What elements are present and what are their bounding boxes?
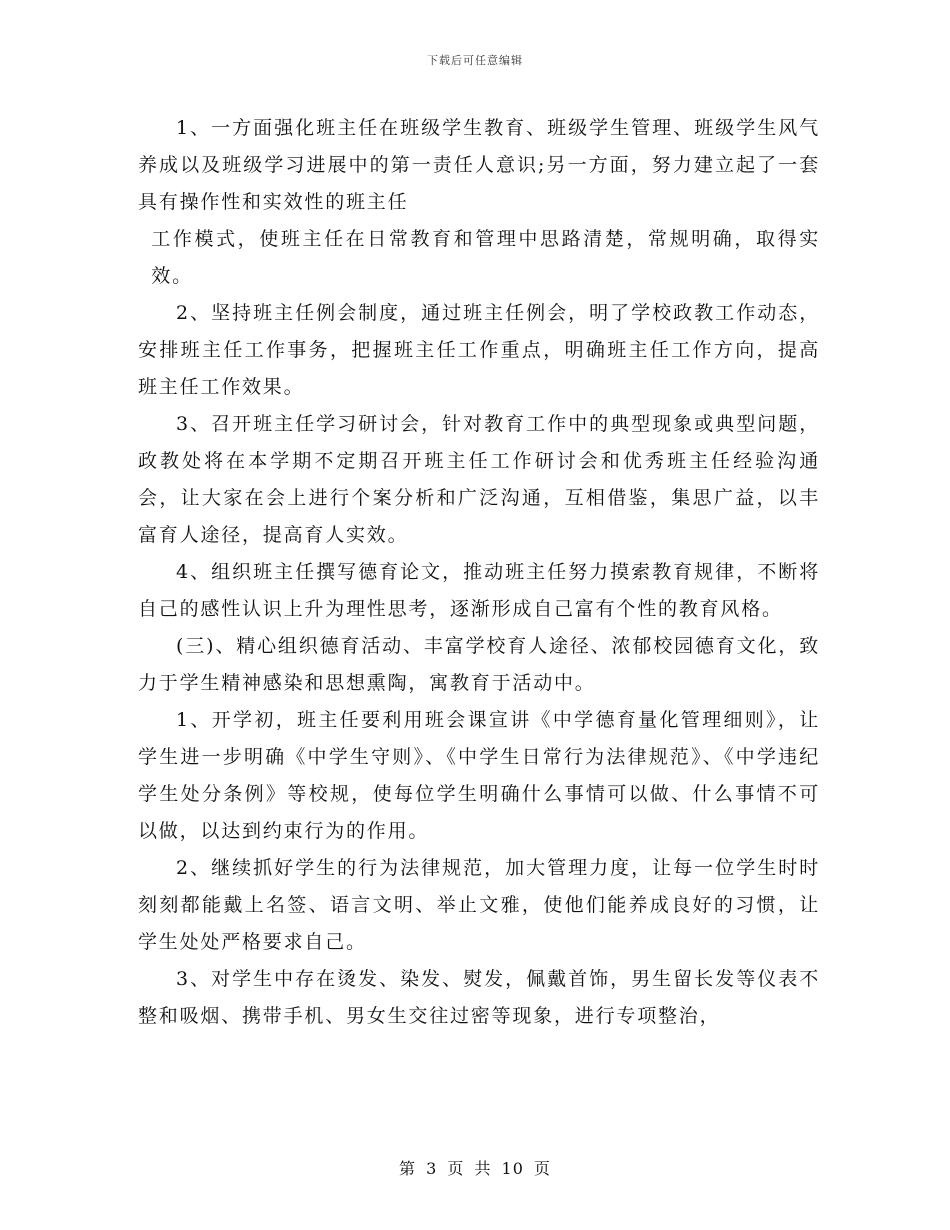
paragraph-7: 2、继续抓好学生的行为法律规范，加大管理力度，让每一位学生时时刻刻都能戴上名签、语言文明、举止文雅，使他们能养成良好的习惯，让学生处处严格要求自己。 xyxy=(138,857,820,953)
page-header: 下载后可任意编辑 xyxy=(427,54,523,67)
paragraph-6: 1、开学初，班主任要利用班会课宣讲《中学德育量化管理细则》，让学生进一步明确《中学生守则》、《中学生日常行为法律规范》、《中学违纪学生处分条例》等校规，使每位学生明确什么事情可以做、什么事情不可以做，以达到约束行为的作用。 xyxy=(138,709,820,842)
paragraph-1: 1、一方面强化班主任在班级学生教育、班级学生管理、班级学生风气养成以及班级学习进展中的第一责任人意识;另一方面，努力建立起了一套具有操作性和实效性的班主任 xyxy=(138,117,820,213)
section-heading-3: (三)、精心组织德育活动、丰富学校育人途径、浓郁校园德育文化，致力于学生精神感染和思想熏陶，寓教育于活动中。 xyxy=(138,635,820,694)
document-body xyxy=(138,110,820,1035)
paragraph-4: 3、召开班主任学习研讨会，针对教育工作中的典型现象或典型问题，政教处将在本学期不定期召开班主任工作研讨会和优秀班主任经验沟通会，让大家在会上进行个案分析和广泛沟通，互相借鉴，集思广益，以丰富育人途径，提高育人实效。 xyxy=(138,413,820,546)
page-footer: 第 3 页 共 10 页 xyxy=(399,1159,551,1178)
paragraph-3: 2、坚持班主任例会制度，通过班主任例会，明了学校政教工作动态，安排班主任工作事务，把握班主任工作重点，明确班主任工作方向，提高班主任工作效果。 xyxy=(138,302,820,398)
paragraph-8: 3、对学生中存在烫发、染发、熨发，佩戴首饰，男生留长发等仪表不整和吸烟、携带手机、男女生交往过密等现象，进行专项整治， xyxy=(138,968,820,1027)
paragraph-5: 4、组织班主任撰写德育论文，推动班主任努力摸索教育规律，不断将自己的感性认识上升为理性思考，逐渐形成自己富有个性的教育风格。 xyxy=(138,561,820,620)
paragraph-2: 工作模式，使班主任在日常教育和管理中思路清楚，常规明确，取得实效。 xyxy=(151,228,820,287)
